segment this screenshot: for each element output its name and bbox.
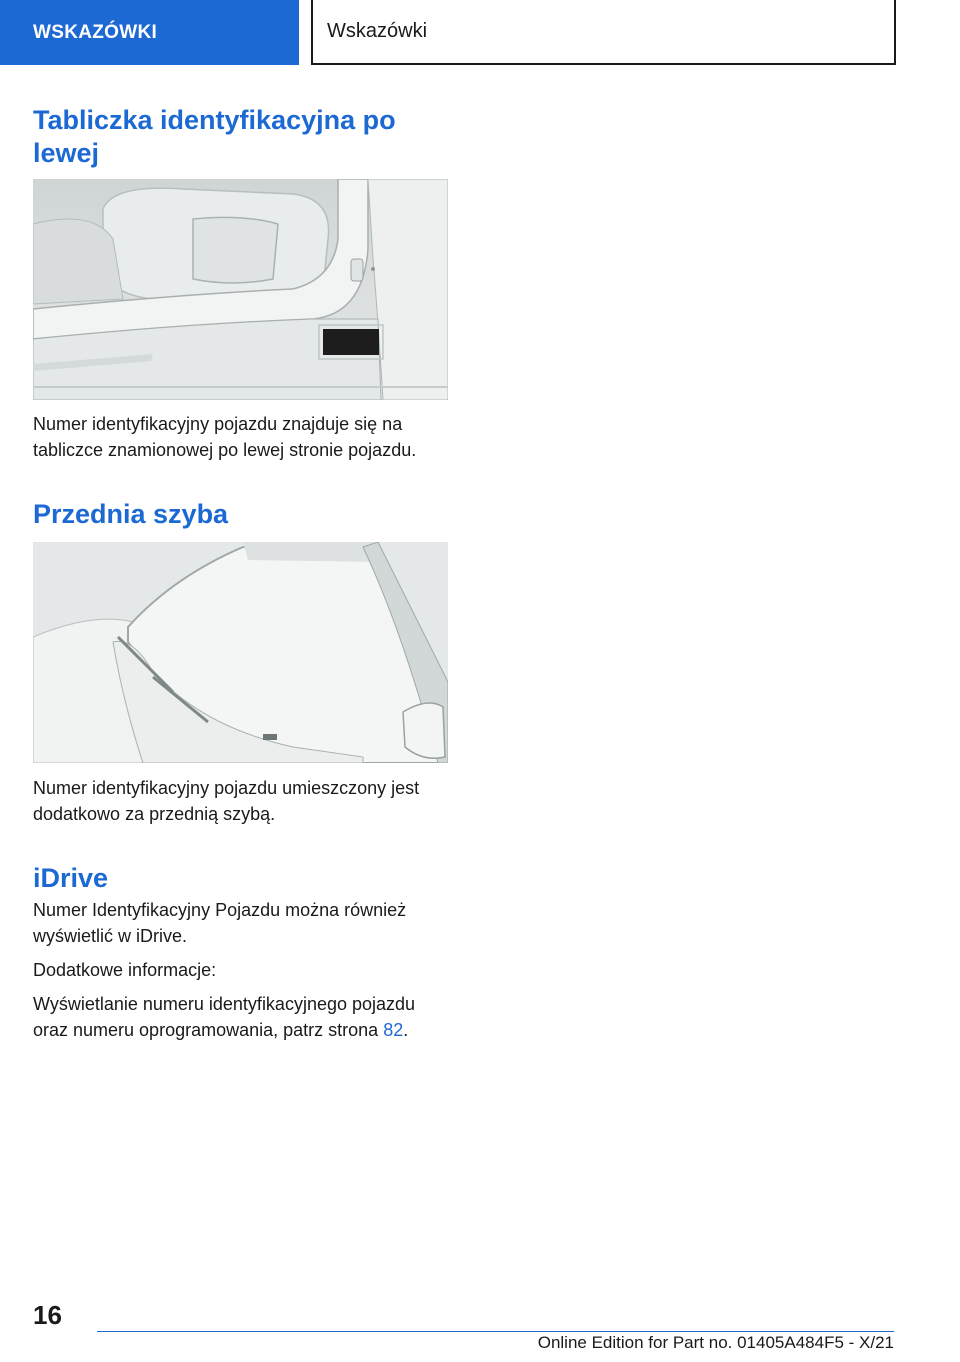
door-sill-illustration — [33, 179, 448, 400]
idrive-text-3-body: Wyświetlanie numeru identyfikacyjnego pojazdu oraz numeru oprogramowania, patrz strona — [33, 994, 416, 1040]
section-title: Wskazówki — [311, 0, 896, 65]
idrive-text-3 — [33, 991, 449, 1043]
idrive-text-3-end: . — [403, 1020, 409, 1040]
section-vin-plate — [33, 104, 449, 170]
page-link-82[interactable]: 82 — [383, 1020, 404, 1040]
heading-idrive: iDrive — [33, 863, 109, 893]
heading-windshield: Przednia szyba — [33, 499, 229, 529]
idrive-text-2: Dodatkowe informacje: — [33, 960, 217, 980]
page-number: 16 — [33, 1300, 62, 1330]
windshield-illustration — [33, 542, 448, 763]
section-tab: WSKAZÓWKI — [0, 0, 299, 65]
heading-vin-plate: Tabliczka identyfikacyjna po lewej — [33, 105, 396, 168]
footer-edition: Online Edition for Part no. 01405A484F5 - X/21 — [537, 1333, 894, 1352]
windshield-text: Numer identyfikacyjny pojazdu umieszczony jest dodatkowo za przednią szybą. — [33, 778, 420, 824]
vin-plate-text: Numer identyfikacyjny pojazdu znajduje się na tabliczce znamionowej po lewej stronie pojazdu. — [33, 414, 417, 460]
footer-divider — [97, 1331, 894, 1332]
idrive-text-1: Numer Identyfikacyjny Pojazdu można również wyświetlić w iDrive. — [33, 900, 407, 946]
